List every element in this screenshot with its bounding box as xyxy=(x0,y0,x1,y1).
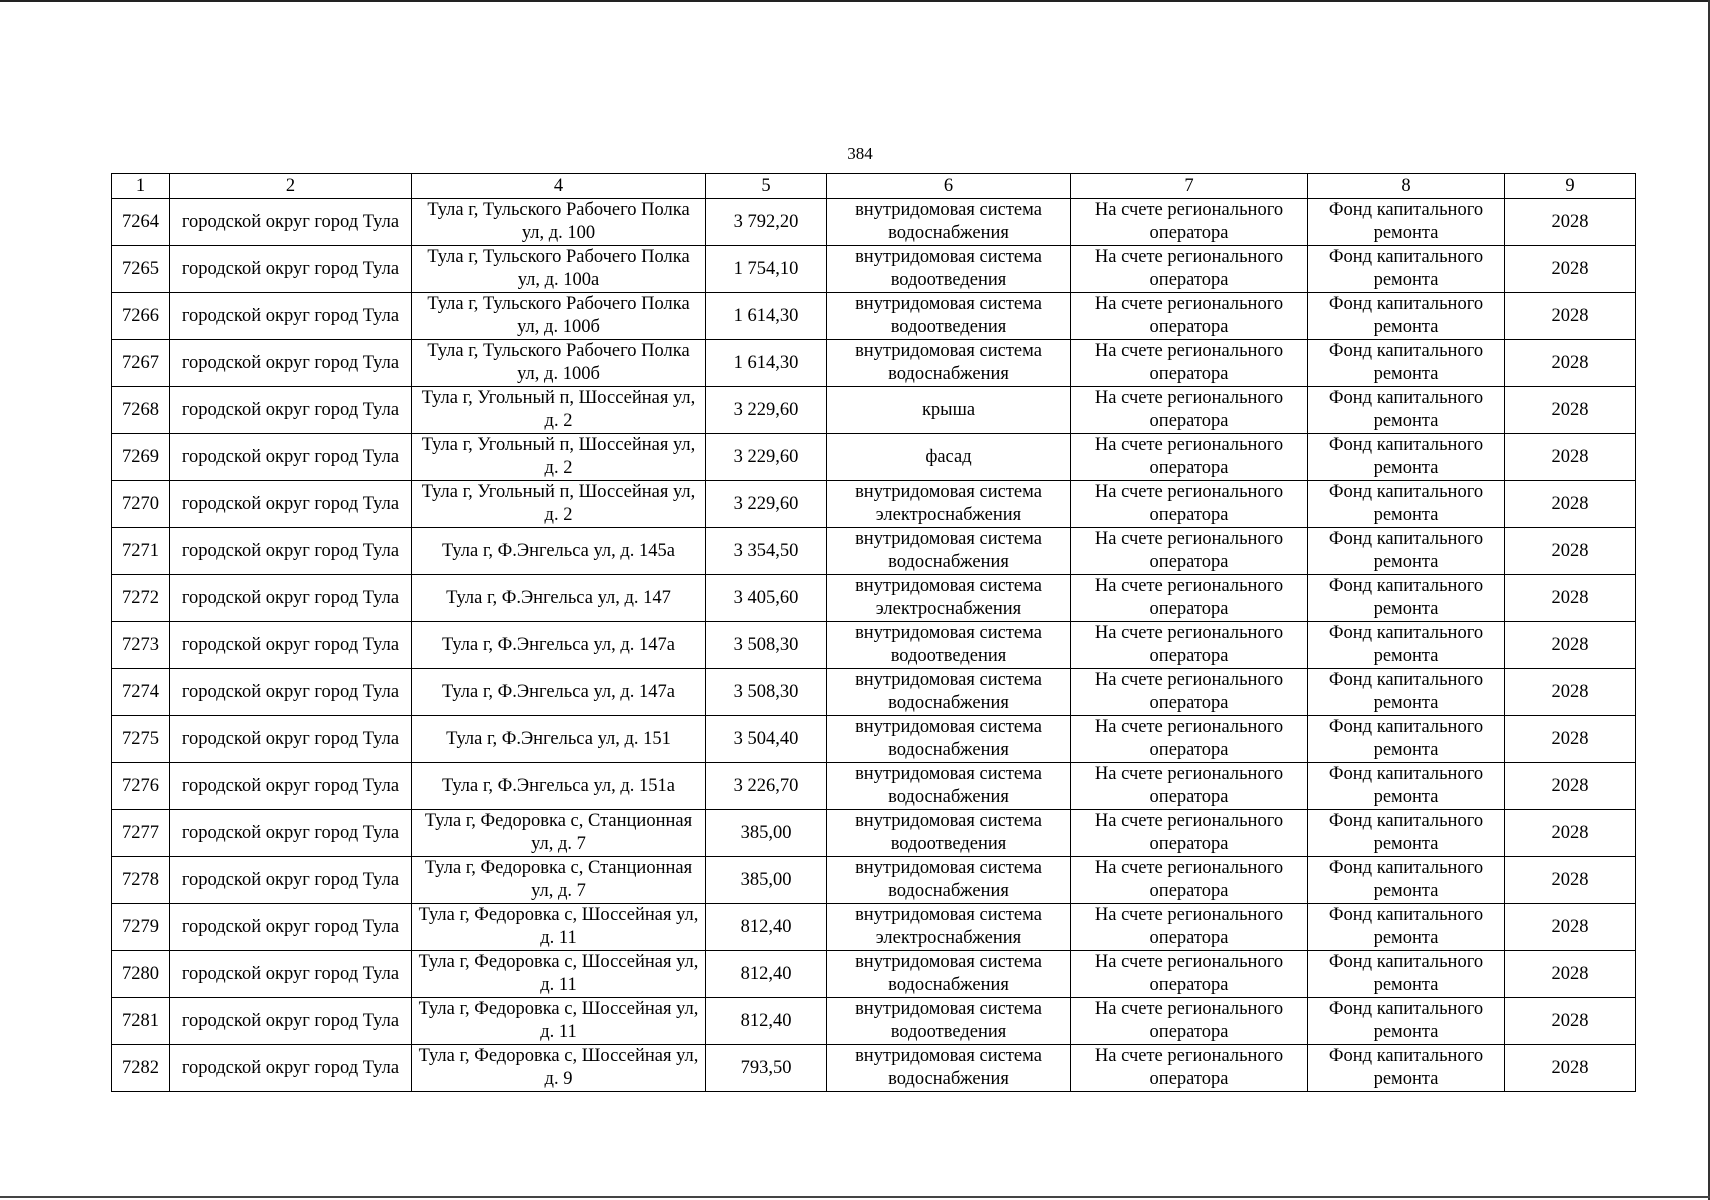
year-cell: 2028 xyxy=(1505,199,1636,246)
address-cell: Тула г, Ф.Энгельса ул, д. 151 xyxy=(412,716,706,763)
area-cell: 3 229,60 xyxy=(706,481,827,528)
row-number-cell: 7280 xyxy=(112,951,170,998)
address-cell: Тула г, Тульского Рабочего Полка ул, д. 100б xyxy=(412,293,706,340)
row-number-cell: 7268 xyxy=(112,387,170,434)
work-type-cell: внутридомовая система водоотведения xyxy=(827,246,1071,293)
area-cell: 3 354,50 xyxy=(706,528,827,575)
funding-source-cell: Фонд капитального ремонта xyxy=(1308,246,1505,293)
work-type-cell: внутридомовая система водоснабжения xyxy=(827,1045,1071,1092)
table-row xyxy=(112,763,1636,810)
account-cell: На счете регионального оператора xyxy=(1071,998,1308,1045)
header-cell-col-9: 9 xyxy=(1505,174,1636,199)
work-type-cell: внутридомовая система водоснабжения xyxy=(827,199,1071,246)
year-cell: 2028 xyxy=(1505,810,1636,857)
municipality-cell: городской округ город Тула xyxy=(170,810,412,857)
year-cell: 2028 xyxy=(1505,951,1636,998)
year-cell: 2028 xyxy=(1505,857,1636,904)
area-cell: 793,50 xyxy=(706,1045,827,1092)
work-type-cell: внутридомовая система водоснабжения xyxy=(827,340,1071,387)
header-cell-col-1: 1 xyxy=(112,174,170,199)
scan-border-bottom xyxy=(0,1196,1710,1198)
table-row xyxy=(112,481,1636,528)
work-type-cell: внутридомовая система электроснабжения xyxy=(827,575,1071,622)
municipality-cell: городской округ город Тула xyxy=(170,857,412,904)
row-number-cell: 7277 xyxy=(112,810,170,857)
registry-table xyxy=(111,173,1636,1092)
account-cell: На счете регионального оператора xyxy=(1071,669,1308,716)
header-cell-col-5: 5 xyxy=(706,174,827,199)
address-cell: Тула г, Федоровка с, Шоссейная ул, д. 11 xyxy=(412,951,706,998)
address-cell: Тула г, Угольный п, Шоссейная ул, д. 2 xyxy=(412,434,706,481)
municipality-cell: городской округ город Тула xyxy=(170,528,412,575)
work-type-cell: внутридомовая система водоснабжения xyxy=(827,951,1071,998)
funding-source-cell: Фонд капитального ремонта xyxy=(1308,434,1505,481)
municipality-cell: городской округ город Тула xyxy=(170,951,412,998)
work-type-cell: внутридомовая система водоотведения xyxy=(827,622,1071,669)
header-cell-col-6: 6 xyxy=(827,174,1071,199)
area-cell: 385,00 xyxy=(706,810,827,857)
funding-source-cell: Фонд капитального ремонта xyxy=(1308,810,1505,857)
area-cell: 3 792,20 xyxy=(706,199,827,246)
funding-source-cell: Фонд капитального ремонта xyxy=(1308,1045,1505,1092)
year-cell: 2028 xyxy=(1505,622,1636,669)
account-cell: На счете регионального оператора xyxy=(1071,199,1308,246)
row-number-cell: 7265 xyxy=(112,246,170,293)
row-number-cell: 7275 xyxy=(112,716,170,763)
funding-source-cell: Фонд капитального ремонта xyxy=(1308,387,1505,434)
account-cell: На счете регионального оператора xyxy=(1071,528,1308,575)
municipality-cell: городской округ город Тула xyxy=(170,904,412,951)
account-cell: На счете регионального оператора xyxy=(1071,481,1308,528)
table-row xyxy=(112,857,1636,904)
area-cell: 3 508,30 xyxy=(706,669,827,716)
row-number-cell: 7282 xyxy=(112,1045,170,1092)
municipality-cell: городской округ город Тула xyxy=(170,199,412,246)
year-cell: 2028 xyxy=(1505,293,1636,340)
municipality-cell: городской округ город Тула xyxy=(170,622,412,669)
area-cell: 3 504,40 xyxy=(706,716,827,763)
municipality-cell: городской округ город Тула xyxy=(170,716,412,763)
table-row xyxy=(112,810,1636,857)
table-row xyxy=(112,1045,1636,1092)
area-cell: 3 226,70 xyxy=(706,763,827,810)
municipality-cell: городской округ город Тула xyxy=(170,340,412,387)
account-cell: На счете регионального оператора xyxy=(1071,293,1308,340)
year-cell: 2028 xyxy=(1505,246,1636,293)
year-cell: 2028 xyxy=(1505,340,1636,387)
work-type-cell: крыша xyxy=(827,387,1071,434)
work-type-cell: внутридомовая система водоотведения xyxy=(827,810,1071,857)
area-cell: 1 754,10 xyxy=(706,246,827,293)
header-row xyxy=(112,174,1636,199)
table-row xyxy=(112,716,1636,763)
year-cell: 2028 xyxy=(1505,481,1636,528)
year-cell: 2028 xyxy=(1505,998,1636,1045)
row-number-cell: 7272 xyxy=(112,575,170,622)
area-cell: 3 508,30 xyxy=(706,622,827,669)
address-cell: Тула г, Ф.Энгельса ул, д. 147а xyxy=(412,669,706,716)
work-type-cell: внутридомовая система водоотведения xyxy=(827,998,1071,1045)
row-number-cell: 7267 xyxy=(112,340,170,387)
year-cell: 2028 xyxy=(1505,763,1636,810)
account-cell: На счете регионального оператора xyxy=(1071,434,1308,481)
account-cell: На счете регионального оператора xyxy=(1071,716,1308,763)
area-cell: 812,40 xyxy=(706,998,827,1045)
account-cell: На счете регионального оператора xyxy=(1071,246,1308,293)
table-row xyxy=(112,622,1636,669)
year-cell: 2028 xyxy=(1505,387,1636,434)
row-number-cell: 7266 xyxy=(112,293,170,340)
address-cell: Тула г, Федоровка с, Станционная ул, д. 7 xyxy=(412,857,706,904)
row-number-cell: 7264 xyxy=(112,199,170,246)
work-type-cell: внутридомовая система водоснабжения xyxy=(827,763,1071,810)
funding-source-cell: Фонд капитального ремонта xyxy=(1308,904,1505,951)
funding-source-cell: Фонд капитального ремонта xyxy=(1308,575,1505,622)
year-cell: 2028 xyxy=(1505,528,1636,575)
year-cell: 2028 xyxy=(1505,904,1636,951)
area-cell: 1 614,30 xyxy=(706,340,827,387)
account-cell: На счете регионального оператора xyxy=(1071,951,1308,998)
area-cell: 3 229,60 xyxy=(706,387,827,434)
area-cell: 1 614,30 xyxy=(706,293,827,340)
row-number-cell: 7274 xyxy=(112,669,170,716)
table-row xyxy=(112,199,1636,246)
address-cell: Тула г, Угольный п, Шоссейная ул, д. 2 xyxy=(412,387,706,434)
work-type-cell: внутридомовая система водоснабжения xyxy=(827,857,1071,904)
municipality-cell: городской округ город Тула xyxy=(170,481,412,528)
area-cell: 3 405,60 xyxy=(706,575,827,622)
account-cell: На счете регионального оператора xyxy=(1071,810,1308,857)
header-cell-col-8: 8 xyxy=(1308,174,1505,199)
account-cell: На счете регионального оператора xyxy=(1071,857,1308,904)
funding-source-cell: Фонд капитального ремонта xyxy=(1308,998,1505,1045)
area-cell: 385,00 xyxy=(706,857,827,904)
municipality-cell: городской округ город Тула xyxy=(170,387,412,434)
municipality-cell: городской округ город Тула xyxy=(170,669,412,716)
year-cell: 2028 xyxy=(1505,669,1636,716)
table-row xyxy=(112,951,1636,998)
work-type-cell: внутридомовая система электроснабжения xyxy=(827,481,1071,528)
account-cell: На счете регионального оператора xyxy=(1071,1045,1308,1092)
funding-source-cell: Фонд капитального ремонта xyxy=(1308,857,1505,904)
area-cell: 3 229,60 xyxy=(706,434,827,481)
account-cell: На счете регионального оператора xyxy=(1071,340,1308,387)
row-number-cell: 7278 xyxy=(112,857,170,904)
table-row xyxy=(112,575,1636,622)
address-cell: Тула г, Ф.Энгельса ул, д. 147 xyxy=(412,575,706,622)
area-cell: 812,40 xyxy=(706,904,827,951)
page-number: 384 xyxy=(847,144,873,163)
table-row xyxy=(112,340,1636,387)
municipality-cell: городской округ город Тула xyxy=(170,998,412,1045)
address-cell: Тула г, Угольный п, Шоссейная ул, д. 2 xyxy=(412,481,706,528)
table-row xyxy=(112,387,1636,434)
funding-source-cell: Фонд капитального ремонта xyxy=(1308,951,1505,998)
address-cell: Тула г, Ф.Энгельса ул, д. 147а xyxy=(412,622,706,669)
funding-source-cell: Фонд капитального ремонта xyxy=(1308,199,1505,246)
address-cell: Тула г, Тульского Рабочего Полка ул, д. 100 xyxy=(412,199,706,246)
funding-source-cell: Фонд капитального ремонта xyxy=(1308,763,1505,810)
area-cell: 812,40 xyxy=(706,951,827,998)
year-cell: 2028 xyxy=(1505,716,1636,763)
funding-source-cell: Фонд капитального ремонта xyxy=(1308,481,1505,528)
funding-source-cell: Фонд капитального ремонта xyxy=(1308,622,1505,669)
table-row xyxy=(112,904,1636,951)
row-number-cell: 7271 xyxy=(112,528,170,575)
address-cell: Тула г, Федоровка с, Шоссейная ул, д. 11 xyxy=(412,904,706,951)
row-number-cell: 7269 xyxy=(112,434,170,481)
work-type-cell: внутридомовая система электроснабжения xyxy=(827,904,1071,951)
year-cell: 2028 xyxy=(1505,1045,1636,1092)
municipality-cell: городской округ город Тула xyxy=(170,246,412,293)
funding-source-cell: Фонд капитального ремонта xyxy=(1308,716,1505,763)
work-type-cell: внутридомовая система водоснабжения xyxy=(827,669,1071,716)
municipality-cell: городской округ город Тула xyxy=(170,1045,412,1092)
address-cell: Тула г, Федоровка с, Шоссейная ул, д. 11 xyxy=(412,998,706,1045)
municipality-cell: городской округ город Тула xyxy=(170,763,412,810)
account-cell: На счете регионального оператора xyxy=(1071,387,1308,434)
address-cell: Тула г, Тульского Рабочего Полка ул, д. 100а xyxy=(412,246,706,293)
funding-source-cell: Фонд капитального ремонта xyxy=(1308,669,1505,716)
work-type-cell: внутридомовая система водоснабжения xyxy=(827,528,1071,575)
row-number-cell: 7279 xyxy=(112,904,170,951)
account-cell: На счете регионального оператора xyxy=(1071,904,1308,951)
header-cell-col-2: 2 xyxy=(170,174,412,199)
account-cell: На счете регионального оператора xyxy=(1071,763,1308,810)
work-type-cell: внутридомовая система водоотведения xyxy=(827,293,1071,340)
address-cell: Тула г, Ф.Энгельса ул, д. 151а xyxy=(412,763,706,810)
account-cell: На счете регионального оператора xyxy=(1071,622,1308,669)
table-row xyxy=(112,669,1636,716)
header-cell-col-7: 7 xyxy=(1071,174,1308,199)
row-number-cell: 7273 xyxy=(112,622,170,669)
municipality-cell: городской округ город Тула xyxy=(170,575,412,622)
year-cell: 2028 xyxy=(1505,434,1636,481)
address-cell: Тула г, Федоровка с, Станционная ул, д. 7 xyxy=(412,810,706,857)
account-cell: На счете регионального оператора xyxy=(1071,575,1308,622)
scan-border-top xyxy=(0,0,1710,2)
municipality-cell: городской округ город Тула xyxy=(170,434,412,481)
work-type-cell: фасад xyxy=(827,434,1071,481)
table-row xyxy=(112,998,1636,1045)
work-type-cell: внутридомовая система водоснабжения xyxy=(827,716,1071,763)
address-cell: Тула г, Федоровка с, Шоссейная ул, д. 9 xyxy=(412,1045,706,1092)
funding-source-cell: Фонд капитального ремонта xyxy=(1308,340,1505,387)
table-row xyxy=(112,293,1636,340)
table-row xyxy=(112,434,1636,481)
municipality-cell: городской округ город Тула xyxy=(170,293,412,340)
row-number-cell: 7270 xyxy=(112,481,170,528)
address-cell: Тула г, Тульского Рабочего Полка ул, д. 100б xyxy=(412,340,706,387)
header-cell-col-4: 4 xyxy=(412,174,706,199)
row-number-cell: 7281 xyxy=(112,998,170,1045)
address-cell: Тула г, Ф.Энгельса ул, д. 145а xyxy=(412,528,706,575)
funding-source-cell: Фонд капитального ремонта xyxy=(1308,293,1505,340)
funding-source-cell: Фонд капитального ремонта xyxy=(1308,528,1505,575)
year-cell: 2028 xyxy=(1505,575,1636,622)
row-number-cell: 7276 xyxy=(112,763,170,810)
table-row xyxy=(112,528,1636,575)
table-row xyxy=(112,246,1636,293)
